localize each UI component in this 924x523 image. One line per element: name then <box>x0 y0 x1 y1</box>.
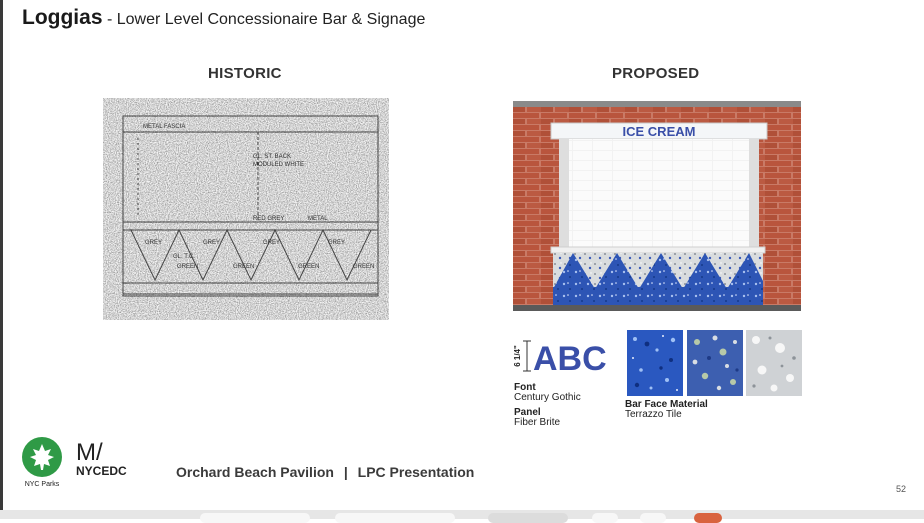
bar-face-spec <box>625 400 708 420</box>
title-main: Loggias <box>22 6 103 29</box>
bar-face-label: Bar Face Material <box>625 399 708 410</box>
panel-label: Panel <box>514 407 541 418</box>
terrazzo-swatch-mixed <box>687 330 743 396</box>
drawing-label: GREY <box>203 240 221 246</box>
viewer-control[interactable] <box>640 513 666 523</box>
drawing-label: GREEN <box>233 264 255 270</box>
nycedc-logo-mark: M/ <box>76 439 103 466</box>
slide-title <box>22 6 425 30</box>
drawing-label: GREEN <box>177 264 199 270</box>
terrazzo-swatch-blue <box>627 330 683 396</box>
left-edge-rule <box>0 0 3 519</box>
nycedc-logo <box>76 438 136 485</box>
terrazzo-swatch-grey <box>746 330 802 396</box>
viewer-control[interactable] <box>694 513 722 523</box>
drawing-label: GL. ST. BACK <box>253 154 292 160</box>
drawing-label: GREY <box>328 240 346 246</box>
viewer-control[interactable] <box>488 513 568 523</box>
drawing-label: GREY <box>145 240 163 246</box>
viewer-control[interactable] <box>592 513 618 523</box>
nyc-parks-logo-text: NYC Parks <box>24 481 60 488</box>
signage-sample <box>513 338 625 383</box>
viewer-control[interactable] <box>200 513 310 523</box>
project-name: Orchard Beach Pavilion <box>176 464 334 480</box>
proposed-rendering <box>513 101 801 311</box>
drawing-label: GREEN <box>353 264 375 270</box>
historic-heading: HISTORIC <box>208 65 282 82</box>
bar-face-value: Terrazzo Tile <box>625 409 682 420</box>
footer-caption <box>176 464 474 480</box>
drawing-label: GL. T.C. <box>173 254 195 260</box>
font-value: Century Gothic <box>514 392 581 403</box>
presentation-name: LPC Presentation <box>357 464 475 480</box>
panel-value: Fiber Brite <box>514 417 561 428</box>
font-spec <box>514 383 581 403</box>
drawing-label: GREY <box>263 240 281 246</box>
panel-spec <box>514 408 560 428</box>
footer-separator: | <box>343 464 348 480</box>
nyc-parks-logo <box>20 436 64 493</box>
title-subtitle: - Lower Level Concessionaire Bar & Signage <box>106 11 426 28</box>
drawing-label: GREEN <box>298 264 320 270</box>
viewer-bottom-bar <box>0 510 924 519</box>
page-number: 52 <box>896 484 907 494</box>
drawing-label: RED GREY <box>253 216 285 222</box>
drawing-label: MODULED WHITE <box>253 162 304 168</box>
proposed-heading: PROPOSED <box>612 65 700 82</box>
historic-drawing <box>103 98 389 320</box>
letter-height-dimension: 6 1/4" <box>513 345 522 367</box>
sample-letters: ABC <box>533 340 607 378</box>
viewer-control[interactable] <box>335 513 455 523</box>
nycedc-logo-text: NYCEDC <box>76 464 127 478</box>
font-label: Font <box>514 382 536 393</box>
drawing-label: METAL <box>308 216 328 222</box>
drawing-label: METAL FASCIA <box>143 124 186 130</box>
ice-cream-sign: ICE CREAM <box>622 124 696 139</box>
